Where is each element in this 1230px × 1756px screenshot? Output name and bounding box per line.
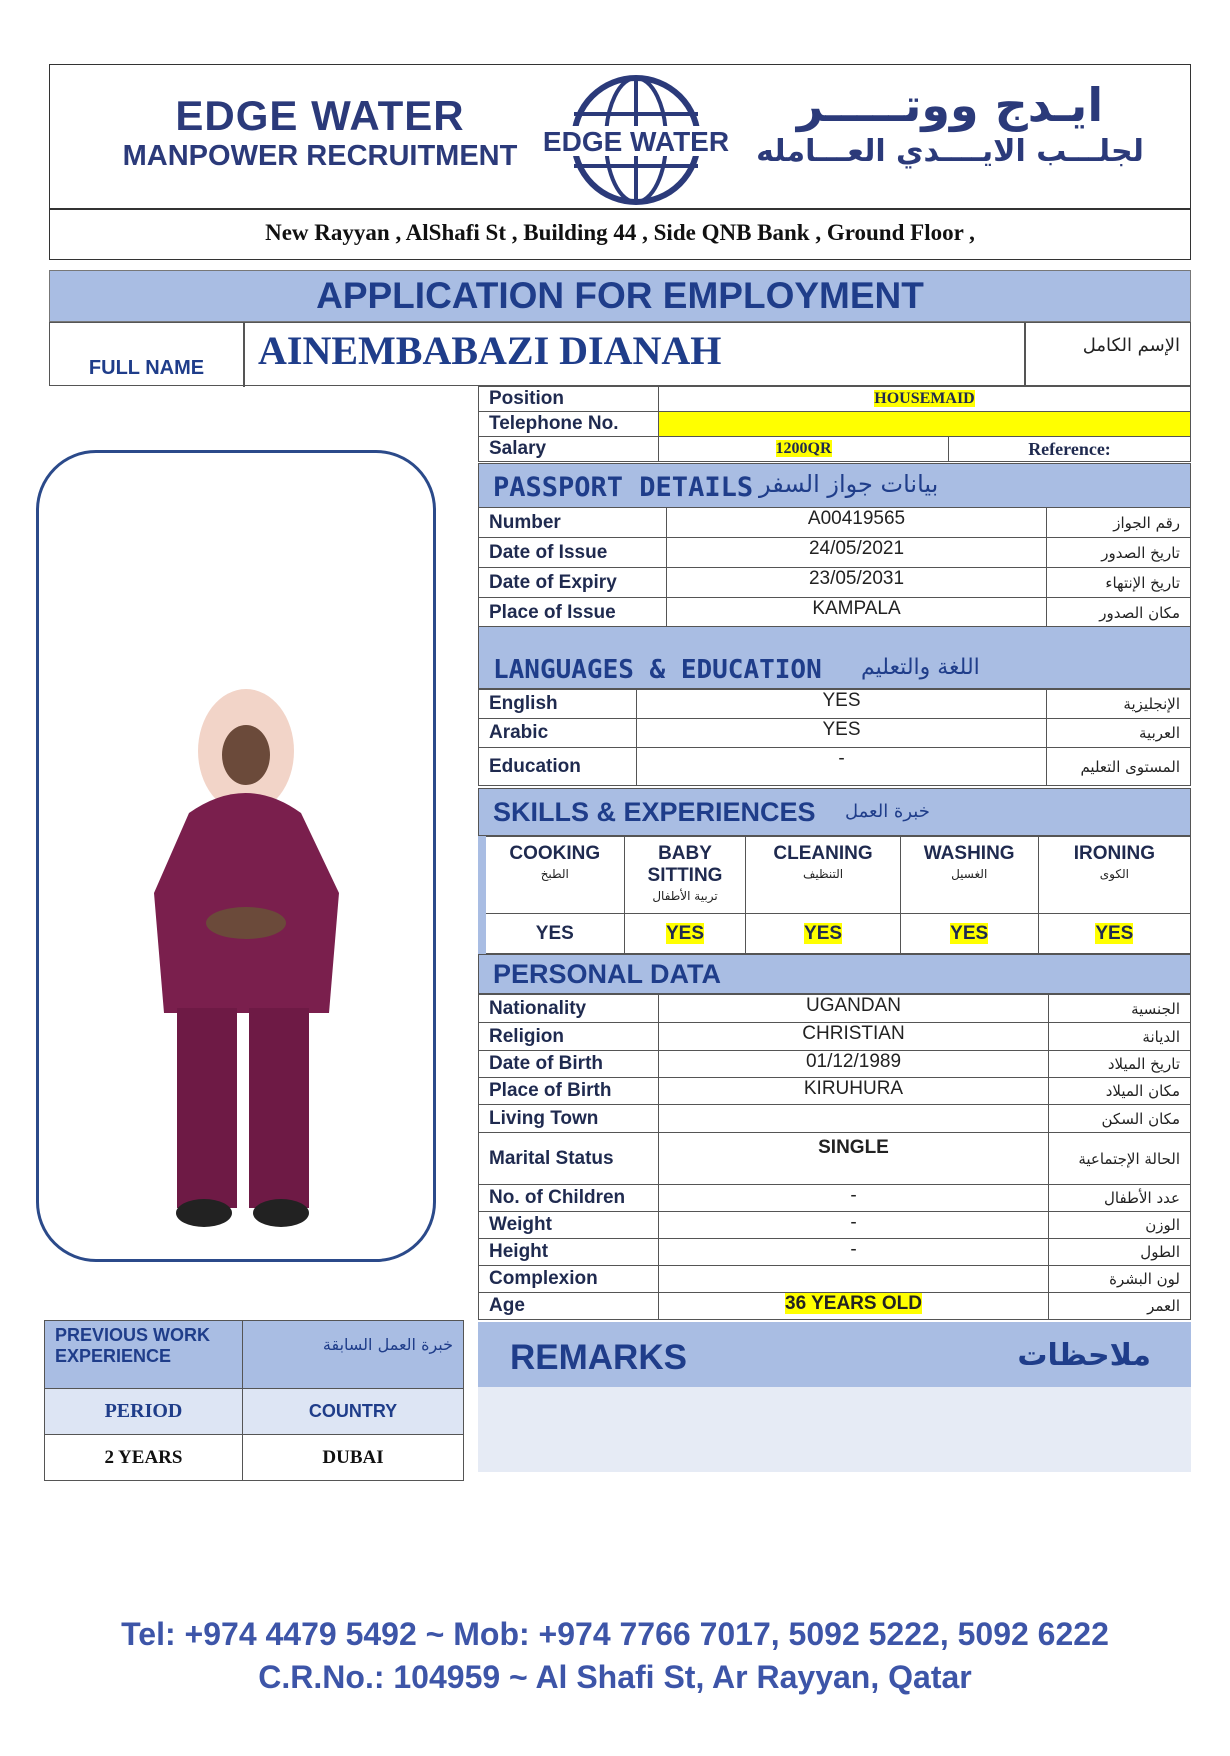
languages-row — [479, 690, 1191, 719]
personal-row-label: Complexion — [479, 1266, 659, 1293]
company-name-ar — [740, 78, 1160, 169]
logo-text: EDGE WATER — [542, 126, 730, 157]
personal-row-label: Nationality — [479, 995, 659, 1023]
personal-row-label: Religion — [479, 1023, 659, 1051]
skill-header — [900, 837, 1038, 914]
personal-heading-band — [478, 954, 1191, 994]
personal-row — [479, 1293, 1191, 1320]
skill-value — [482, 914, 624, 954]
personal-row-label: Weight — [479, 1212, 659, 1239]
personal-row-value: - — [659, 1185, 1049, 1212]
skills-table — [478, 836, 1191, 954]
languages-row-label: English — [479, 690, 637, 719]
work-experience-heading-ar: خبرة العمل السابقة — [243, 1321, 464, 1389]
personal-row-label: Marital Status — [479, 1133, 659, 1185]
full-name-label-ar: الإسم الكامل — [1082, 335, 1180, 356]
personal-row-value: SINGLE — [659, 1133, 1049, 1185]
personal-row-value — [659, 1266, 1049, 1293]
skill-header — [482, 837, 624, 914]
page-title-band — [49, 270, 1191, 322]
languages-row-value: YES — [637, 719, 1047, 748]
passport-row — [479, 508, 1191, 538]
personal-row-value — [659, 1105, 1049, 1133]
skill-label: WASHING — [923, 843, 1015, 864]
languages-row-value: - — [637, 748, 1047, 786]
passport-heading: PASSPORT DETAILS — [493, 472, 754, 503]
passport-row-label-ar: مكان الصدور — [1047, 598, 1191, 628]
skill-label: IRONING — [1073, 843, 1155, 864]
full-name-row — [49, 322, 1191, 386]
personal-row-label-ar: الحالة الإجتماعية — [1049, 1133, 1191, 1185]
candidate-photo — [39, 453, 439, 1265]
personal-row-value: 01/12/1989 — [659, 1051, 1049, 1078]
personal-row — [479, 1051, 1191, 1078]
passport-row-label-ar: تاريخ الصدور — [1047, 538, 1191, 568]
passport-row-label: Date of Issue — [479, 538, 667, 568]
personal-row-label: Height — [479, 1239, 659, 1266]
personal-row-value: CHRISTIAN — [659, 1023, 1049, 1051]
personal-row — [479, 1133, 1191, 1185]
company-name-line1: EDGE WATER — [175, 92, 465, 139]
personal-row-label: Place of Birth — [479, 1078, 659, 1105]
personal-row-value: KIRUHURA — [659, 1078, 1049, 1105]
personal-row-label-ar: عدد الأطفال — [1049, 1185, 1191, 1212]
company-logo — [540, 74, 732, 208]
skill-value — [900, 914, 1038, 954]
passport-table — [478, 507, 1191, 628]
skill-header — [624, 837, 746, 914]
languages-row-label: Education — [479, 748, 637, 786]
personal-row-label-ar: الجنسية — [1049, 995, 1191, 1023]
company-ar-line1: ايـدج ووتـــــر — [796, 78, 1104, 132]
personal-row-label: No. of Children — [479, 1185, 659, 1212]
period-value: 2 YEARS — [45, 1435, 243, 1481]
languages-row-label-ar: الإنجليزية — [1047, 690, 1191, 719]
skill-value-text: YES — [665, 922, 704, 944]
personal-row-label: Date of Birth — [479, 1051, 659, 1078]
skill-value — [624, 914, 746, 954]
personal-row-label: Living Town — [479, 1105, 659, 1133]
position-value: HOUSEMAID — [874, 390, 975, 407]
personal-row-value: - — [659, 1239, 1049, 1266]
telephone-label: Telephone No. — [479, 412, 659, 437]
skills-heading-band — [478, 788, 1191, 836]
personal-row — [479, 1212, 1191, 1239]
passport-row-label: Date of Expiry — [479, 568, 667, 598]
skill-value-text: YES — [1095, 922, 1134, 944]
job-table — [478, 386, 1191, 462]
personal-row-label-ar: مكان السكن — [1049, 1105, 1191, 1133]
period-label: PERIOD — [45, 1389, 243, 1435]
passport-row-value: 24/05/2021 — [667, 538, 1047, 568]
address-bar — [49, 208, 1191, 260]
salary-label: Salary — [479, 437, 659, 462]
passport-row — [479, 538, 1191, 568]
page-title: APPLICATION FOR EMPLOYMENT — [316, 275, 924, 316]
company-name-en — [110, 92, 530, 173]
position-label: Position — [479, 387, 659, 412]
skills-heading: SKILLS & EXPERIENCES — [493, 797, 816, 827]
country-value: DUBAI — [243, 1435, 464, 1481]
skill-label-ar: التنظيف — [802, 867, 844, 881]
remarks-heading-ar: ملاحظات — [1017, 1338, 1151, 1373]
languages-row — [479, 719, 1191, 748]
personal-row — [479, 995, 1191, 1023]
personal-row — [479, 1078, 1191, 1105]
skill-label: CLEANING — [773, 843, 873, 864]
passport-row — [479, 598, 1191, 628]
skill-label-ar: الكوى — [1099, 867, 1129, 881]
languages-row-value: YES — [637, 690, 1047, 719]
personal-row-label-ar: مكان الميلاد — [1049, 1078, 1191, 1105]
passport-heading-band — [478, 463, 1191, 508]
skill-value-text: YES — [535, 922, 574, 944]
reference-label: Reference: — [949, 437, 1191, 462]
passport-row-value: A00419565 — [667, 508, 1047, 538]
skill-value — [1038, 914, 1190, 954]
footer — [0, 1616, 1230, 1696]
languages-row-label: Arabic — [479, 719, 637, 748]
personal-row-value — [659, 1293, 1049, 1320]
passport-heading-ar: بيانات جواز السفر — [759, 470, 939, 498]
personal-row-label-ar: تاريخ الميلاد — [1049, 1051, 1191, 1078]
skill-value-text: YES — [804, 922, 843, 944]
personal-row-value: - — [659, 1212, 1049, 1239]
work-experience-heading: PREVIOUS WORK EXPERIENCE — [45, 1321, 243, 1389]
telephone-value — [659, 412, 1191, 437]
full-name-label: FULL NAME — [88, 357, 205, 379]
remarks-heading-band — [478, 1322, 1191, 1387]
skill-label-ar: الطبخ — [540, 867, 569, 881]
address-text: New Rayyan , AlShafi St , Building 44 , Side QNB Bank , Ground Floor , — [265, 220, 975, 245]
skill-label-ar: تربية الأطفال — [652, 889, 718, 903]
personal-row — [479, 1185, 1191, 1212]
remarks-heading: REMARKS — [510, 1338, 687, 1377]
languages-row-label-ar: المستوى التعليم — [1047, 748, 1191, 786]
age-highlight: 36 YEARS OLD — [785, 1293, 922, 1314]
personal-row-label-ar: العمر — [1049, 1293, 1191, 1320]
languages-row — [479, 748, 1191, 786]
languages-heading: LANGUAGES & EDUCATION — [493, 655, 822, 685]
personal-row-label-ar: لون البشرة — [1049, 1266, 1191, 1293]
skill-label: COOKING — [509, 843, 601, 864]
skill-value-text: YES — [950, 922, 989, 944]
remarks-box — [478, 1322, 1191, 1472]
languages-row-label-ar: العربية — [1047, 719, 1191, 748]
photo-frame — [36, 450, 436, 1262]
personal-row — [479, 1023, 1191, 1051]
personal-row — [479, 1105, 1191, 1133]
personal-table — [478, 994, 1191, 1320]
languages-heading-ar: اللغة والتعليم — [861, 655, 980, 680]
skills-heading-ar: خبرة العمل — [845, 801, 930, 822]
skill-header — [1038, 837, 1190, 914]
work-experience-table — [44, 1320, 464, 1481]
personal-row-label: Age — [479, 1293, 659, 1320]
personal-row-label-ar: الديانة — [1049, 1023, 1191, 1051]
passport-row — [479, 568, 1191, 598]
languages-table — [478, 689, 1191, 786]
skill-header — [746, 837, 900, 914]
passport-row-label-ar: تاريخ الإنتهاء — [1047, 568, 1191, 598]
personal-row-value: UGANDAN — [659, 995, 1049, 1023]
skill-label-ar: الغسيل — [951, 867, 988, 881]
company-name-line2: MANPOWER RECRUITMENT — [122, 140, 518, 172]
personal-heading: PERSONAL DATA — [493, 959, 722, 989]
footer-phone-line: Tel: +974 4479 5492 ~ Mob: +974 7766 7017, 5092 5222, 5092 6222 — [121, 1616, 1109, 1652]
passport-row-label: Number — [479, 508, 667, 538]
footer-address-line: C.R.No.: 104959 ~ Al Shafi St, Ar Rayyan, Qatar — [258, 1659, 972, 1695]
skill-value — [746, 914, 900, 954]
passport-row-label-ar: رقم الجواز — [1047, 508, 1191, 538]
passport-row-label: Place of Issue — [479, 598, 667, 628]
company-ar-line2: لجلـــب الايــــدي العـــامله — [756, 134, 1144, 169]
country-label: COUNTRY — [243, 1389, 464, 1435]
passport-row-value: 23/05/2031 — [667, 568, 1047, 598]
full-name-value: AINEMBABAZI DIANAH — [258, 328, 722, 373]
personal-row-label-ar: الطول — [1049, 1239, 1191, 1266]
skill-label: BABY SITTING — [647, 843, 723, 886]
passport-row-value: KAMPALA — [667, 598, 1047, 628]
languages-heading-band — [478, 626, 1191, 689]
salary-value: 1200QR — [775, 440, 832, 457]
personal-row — [479, 1266, 1191, 1293]
personal-row-label-ar: الوزن — [1049, 1212, 1191, 1239]
personal-row — [479, 1239, 1191, 1266]
